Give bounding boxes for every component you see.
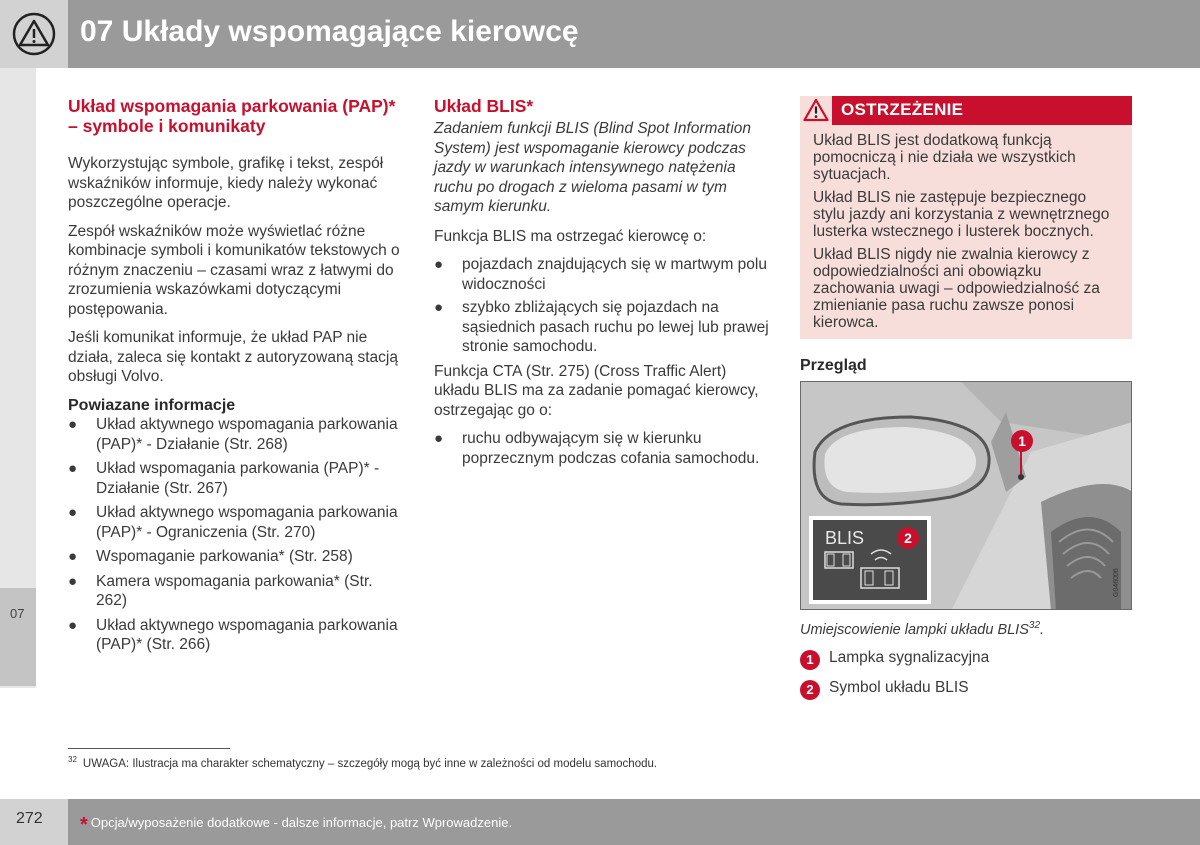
related-link[interactable]: ● Układ aktywnego wspomagania parkowania (PAP)* - Ograniczenia (Str. 270) <box>68 504 398 541</box>
bullet-icon: ● <box>434 430 444 447</box>
overview-heading: Przegląd <box>800 357 867 374</box>
related-link[interactable]: ● Układ wspomagania parkowania (PAP)* - Działanie (Str. 267) <box>68 460 380 497</box>
figure-code: G046006 <box>1113 567 1120 597</box>
warning-header <box>800 96 1132 125</box>
marker-2: 2 <box>904 529 912 546</box>
bullet-icon: ● <box>68 548 78 565</box>
related-link[interactable]: ● Układ aktywnego wspomagania parkowania (PAP)* - Działanie (Str. 268) <box>68 416 398 453</box>
bullet-icon: ● <box>68 572 78 590</box>
footer-note <box>80 814 512 837</box>
callout-label: Symbol układu BLIS <box>829 679 969 697</box>
callout-item <box>800 648 1132 668</box>
header-icon-box <box>0 0 68 68</box>
chapter-title: 07 Układy wspomagające kierowcę <box>80 15 579 48</box>
related-link[interactable]: ● Układ aktywnego wspomagania parkowania (PAP)* (Str. 266) <box>68 616 398 653</box>
warning-box <box>800 96 1132 339</box>
warning-paragraph: Układ BLIS nigdy nie zwalnia kierowcy z odpowiedzialności ani obowiązku zachowania uwagi – odpowiedzialność za zmienianie pasa ruchu zawsze ponosi kierowca. <box>813 246 1100 331</box>
footnote-ref[interactable]: 32 <box>1028 619 1041 631</box>
footnote-number: 32 <box>68 755 77 764</box>
list-item: ● ruchu odbywającym się w kierunku poprzecznym podczas cofania samochodu. <box>434 430 760 467</box>
marker-1: 1 <box>1018 432 1026 449</box>
blis-symbol-label: BLIS <box>825 527 865 548</box>
paragraph: Wykorzystując symbole, grafikę i tekst, zespół wskaźników informuje, kiedy należy wykonać poszczególne operacje. <box>68 155 384 211</box>
bullet-icon: ● <box>68 504 78 521</box>
cta-list <box>434 429 772 468</box>
paragraph: Funkcja CTA (Str. 275) (Cross Traffic Alert) układu BLIS ma za zadanie pomagać kierowcy, ostrzegając go o: <box>434 362 759 419</box>
page-number: 272 <box>16 810 43 827</box>
callout-item <box>800 678 1132 698</box>
footnote <box>68 755 657 770</box>
warning-targets-list <box>434 255 772 357</box>
footer-note-text: Opcja/wyposażenie dodatkowe - dalsze informacje, patrz Wprowadzenie. <box>90 815 513 830</box>
figure-caption: Umiejscowienie lampki układu BLIS$^{32}$. <box>800 619 1045 638</box>
car-interior-illustration <box>801 382 1132 610</box>
list-item: ● pojazdach znajdujących się w martwym polu widoczności <box>434 256 767 293</box>
warning-paragraph: Układ BLIS jest dodatkową funkcją pomocniczą i nie działa we wszystkich sytuacjach. <box>813 132 1076 183</box>
side-tab-active[interactable] <box>0 588 36 686</box>
warning-triangle-icon <box>803 98 829 122</box>
warning-triangle-icon <box>12 12 56 56</box>
column-pap <box>68 96 404 660</box>
related-info-heading: Powiazane informacje <box>68 396 236 414</box>
callout-number-badge: 2 <box>800 680 820 700</box>
footnote-text: UWAGA: Ilustracja ma charakter schematyczny – szczegóły mogą być inne w zależności od modelu samochodu. <box>82 757 658 770</box>
column-warning <box>800 96 1132 698</box>
callout-number-badge: 1 <box>800 650 820 670</box>
bullet-icon: ● <box>68 416 78 433</box>
bullet-icon: ● <box>68 460 78 477</box>
warning-title: OSTRZEŻENIE <box>841 100 964 119</box>
column-blis <box>434 96 772 473</box>
paragraph: Zespół wskaźników może wyświetlać różne kombinacje symboli i komunikatów tekstowych o różnym znaczeniu – czasami wraz z łatwymi do zrozumienia wskazówkami dotyczącymi postępowania. <box>68 222 400 318</box>
related-link[interactable]: ● Wspomaganie parkowania* (Str. 258) <box>68 548 353 565</box>
side-tab-label: 07 <box>10 606 25 621</box>
bullet-icon: ● <box>68 616 78 634</box>
callout-label: Lampka sygnalizacyjna <box>829 648 990 666</box>
section-heading-pap: Układ wspomagania parkowania (PAP)* – symbole i komunikaty <box>68 96 396 136</box>
bullet-icon: ● <box>434 256 444 273</box>
paragraph: Funkcja BLIS ma ostrzegać kierowcę o: <box>434 227 707 245</box>
related-links-list <box>68 415 404 655</box>
asterisk-icon: * <box>80 814 88 836</box>
warning-icon-box <box>800 96 832 125</box>
warning-paragraph: Układ BLIS nie zastępuje bezpiecznego stylu jazdy ani korzystania z wewnętrznego lusterka wstecznego i lusterek bocznych. <box>813 189 1110 240</box>
footnote-divider <box>68 748 230 749</box>
paragraph: Jeśli komunikat informuje, że układ PAP nie działa, zaleca się kontakt z autoryzowaną stacją obsługi Volvo. <box>68 329 398 385</box>
bullet-icon: ● <box>434 299 444 316</box>
intro-paragraph: Zadaniem funkcji BLIS (Blind Spot Information System) jest wspomaganie kierowcy podczas jazdy w warunkach intensywnego natężenia ruchu po drogach z wieloma pasami w tym samym kierunku. <box>434 120 752 215</box>
list-item: ● szybko zbliżających się pojazdach na sąsiednich pasach ruchu po lewej lub prawej stronie samochodu. <box>434 299 769 355</box>
section-heading-blis: Układ BLIS* <box>434 96 534 116</box>
blis-location-illustration <box>800 381 1132 610</box>
related-link[interactable]: ● Kamera wspomagania parkowania* (Str. 262) <box>68 572 373 609</box>
